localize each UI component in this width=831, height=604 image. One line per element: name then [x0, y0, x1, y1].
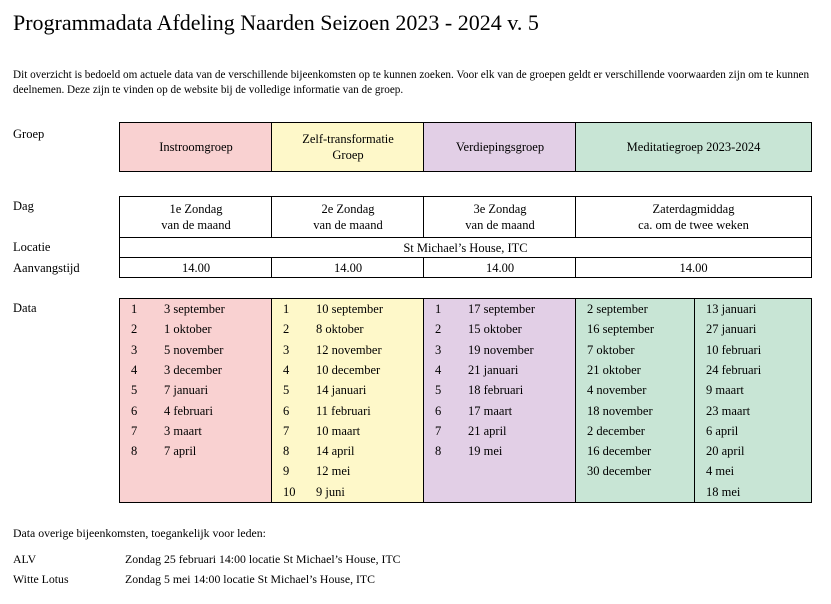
date-row	[695, 421, 811, 441]
date-index: 1	[131, 302, 138, 316]
page-title: Programmadata Afdeling Naarden Seizoen 2023 - 2024 v. 5	[13, 10, 539, 35]
date-row	[272, 380, 424, 400]
date-row	[424, 360, 576, 380]
date-index: 5	[283, 383, 290, 398]
date-value: 12 mei	[316, 464, 351, 479]
time-meditatie: 14.00	[679, 260, 708, 275]
date-row	[272, 461, 424, 481]
date-value: 19 mei	[468, 444, 503, 459]
other-alv-value: Zondag 25 februari 14:00 locatie St Michael’s House, ITC	[125, 552, 401, 566]
date-value: 10 maart	[316, 423, 361, 438]
date-row	[695, 299, 811, 319]
date-index: 1	[283, 302, 290, 316]
date-value: 11 februari	[316, 403, 371, 418]
date-value: 15 oktober	[468, 322, 522, 337]
date-row	[272, 340, 424, 360]
date-value: 12 november	[316, 342, 382, 357]
date-index: 4	[131, 362, 138, 377]
date-row	[120, 421, 272, 441]
date-row	[576, 421, 694, 441]
date-row	[424, 441, 576, 461]
date-index: 7	[283, 423, 290, 438]
date-index: 7	[131, 423, 138, 438]
date-row	[272, 482, 424, 502]
date-row	[272, 421, 424, 441]
locatie-value: St Michael’s House, ITC	[403, 240, 528, 255]
date-index: 4	[283, 362, 290, 377]
date-value: 4 februari	[164, 403, 213, 418]
date-row	[272, 360, 424, 380]
time-verdieping: 14.00	[485, 260, 515, 275]
group-zelf-name-line1: Zelf-transformatie	[302, 132, 394, 146]
date-row	[576, 360, 694, 380]
date-value: 5 november	[164, 342, 224, 357]
date-row	[576, 441, 694, 461]
date-value: 17 maart	[468, 403, 513, 418]
date-value: 24 februari	[706, 362, 762, 377]
date-value: 1 oktober	[164, 322, 212, 337]
date-row	[576, 319, 694, 339]
date-index: 3	[283, 342, 290, 357]
date-value: 3 maart	[164, 423, 202, 438]
dag-verdieping	[424, 197, 576, 237]
other-wittelotus-label: Witte Lotus	[13, 572, 69, 586]
date-row	[695, 340, 811, 360]
dag-verdieping-line1: 3e Zondag	[473, 202, 527, 216]
date-value: 21 april	[468, 423, 507, 438]
time-zelf: 14.00	[333, 260, 363, 275]
dag-meditatie-line1: Zaterdagmiddag	[652, 202, 735, 216]
dag-verdieping-line2: van de maand	[465, 218, 535, 232]
label-dag: Dag	[13, 199, 34, 213]
date-value: 27 januari	[706, 322, 757, 337]
dates-table	[119, 298, 812, 503]
dag-zelf-line1: 2e Zondag	[321, 202, 375, 216]
date-value: 7 januari	[164, 383, 209, 398]
date-index: 1	[435, 302, 442, 316]
date-value: 14 april	[316, 444, 355, 459]
dag-zelf-line2: van de maand	[313, 218, 383, 232]
other-alv-label: ALV	[13, 552, 37, 566]
date-value: 4 november	[587, 383, 647, 398]
date-value: 4 mei	[706, 464, 735, 479]
date-index: 5	[131, 383, 138, 398]
date-index: 2	[435, 322, 442, 337]
date-value: 8 oktober	[316, 322, 364, 337]
date-row	[695, 441, 811, 461]
date-value: 23 maart	[706, 403, 751, 418]
date-row	[424, 380, 576, 400]
date-value: 3 september	[164, 302, 225, 316]
date-row	[120, 360, 272, 380]
date-row	[695, 482, 811, 502]
date-row	[120, 441, 272, 461]
label-locatie: Locatie	[13, 240, 51, 254]
date-index: 3	[435, 342, 442, 357]
group-meditatie	[576, 123, 811, 171]
date-index: 9	[283, 464, 290, 479]
date-value: 13 januari	[706, 302, 757, 316]
locatie-cell	[120, 238, 811, 257]
date-value: 10 december	[316, 362, 381, 377]
date-value: 21 januari	[468, 362, 519, 377]
time-instroom: 14.00	[181, 260, 211, 275]
group-meditatie-name: Meditatiegroep 2023-2024	[626, 140, 761, 154]
date-value: 9 maart	[706, 383, 744, 398]
date-value: 7 april	[164, 444, 197, 459]
date-row	[120, 380, 272, 400]
group-verdieping	[424, 123, 576, 171]
date-value: 19 november	[468, 342, 534, 357]
date-value: 21 oktober	[587, 362, 641, 377]
date-value: 10 februari	[706, 342, 762, 357]
date-value: 18 november	[587, 403, 653, 418]
date-row	[120, 340, 272, 360]
date-value: 2 december	[587, 423, 645, 438]
date-index: 7	[435, 423, 442, 438]
group-instroom-name: Instroomgroep	[159, 140, 233, 154]
date-row	[272, 401, 424, 421]
dag-zelf	[272, 197, 424, 237]
date-value: 3 december	[164, 362, 222, 377]
group-instroom	[120, 123, 272, 171]
group-zelftransformatie	[272, 123, 424, 171]
date-value: 9 juni	[316, 484, 345, 499]
dag-instroom	[120, 197, 272, 237]
date-index: 6	[131, 403, 138, 418]
dag-meditatie	[576, 197, 811, 237]
date-row	[272, 441, 424, 461]
date-value: 16 december	[587, 444, 652, 459]
date-index: 8	[283, 444, 290, 459]
date-row	[272, 319, 424, 339]
schedule-info-table	[119, 196, 812, 278]
date-index: 4	[435, 362, 442, 377]
date-value: 18 februari	[468, 383, 524, 398]
intro-paragraph: Dit overzicht is bedoeld om actuele data van de verschillende bijeenkomsten op te kunnen zoeken. Voor elk van de groepen geldt er verschillende voorwaarden zijn om te kunnen deelnemen. Deze zijn te vinden op de website bij de volledige informatie van de groep.	[13, 69, 810, 96]
dag-meditatie-line2: ca. om de twee weken	[638, 218, 749, 232]
group-verdieping-name: Verdiepingsgroep	[455, 140, 545, 154]
date-row	[120, 401, 272, 421]
date-row	[576, 461, 694, 481]
group-header-table	[119, 122, 812, 172]
date-row	[576, 380, 694, 400]
date-value: 10 september	[316, 302, 383, 316]
label-aanvangstijd: Aanvangstijd	[13, 261, 80, 275]
date-index: 5	[435, 383, 442, 398]
date-value: 7 oktober	[587, 342, 635, 357]
date-row	[424, 401, 576, 421]
date-row	[695, 461, 811, 481]
label-groep: Groep	[13, 127, 45, 141]
date-index: 2	[283, 322, 290, 337]
dag-instroom-line2: van de maand	[161, 218, 231, 232]
date-value: 20 april	[706, 444, 745, 459]
date-row	[695, 360, 811, 380]
date-value: 18 mei	[706, 484, 741, 499]
date-row	[424, 319, 576, 339]
date-value: 16 september	[587, 322, 654, 337]
date-row	[424, 340, 576, 360]
date-row	[120, 319, 272, 339]
date-value: 2 september	[587, 302, 648, 316]
date-row	[424, 299, 576, 319]
date-row	[695, 380, 811, 400]
date-value: 30 december	[587, 464, 652, 479]
date-index: 6	[435, 403, 442, 418]
date-index: 3	[131, 342, 138, 357]
date-row	[576, 340, 694, 360]
date-index: 8	[435, 444, 442, 459]
date-row	[120, 299, 272, 319]
date-value: 6 april	[706, 423, 739, 438]
date-index: 10	[283, 484, 296, 499]
date-value: 17 september	[468, 302, 535, 316]
label-data: Data	[13, 301, 37, 315]
dag-instroom-line1: 1e Zondag	[169, 202, 223, 216]
other-heading: Data overige bijeenkomsten, toegankelijk voor leden:	[13, 526, 266, 540]
other-wittelotus-value: Zondag 5 mei 14:00 locatie St Michael’s House, ITC	[125, 572, 375, 586]
date-index: 8	[131, 444, 138, 459]
group-zelf-name-line2: Groep	[332, 148, 364, 162]
date-row	[576, 299, 694, 319]
date-index: 2	[131, 322, 138, 337]
date-row	[695, 401, 811, 421]
date-row	[695, 319, 811, 339]
date-row	[272, 299, 424, 319]
date-row	[424, 421, 576, 441]
date-row	[576, 401, 694, 421]
date-value: 14 januari	[316, 383, 367, 398]
date-index: 6	[283, 403, 290, 418]
